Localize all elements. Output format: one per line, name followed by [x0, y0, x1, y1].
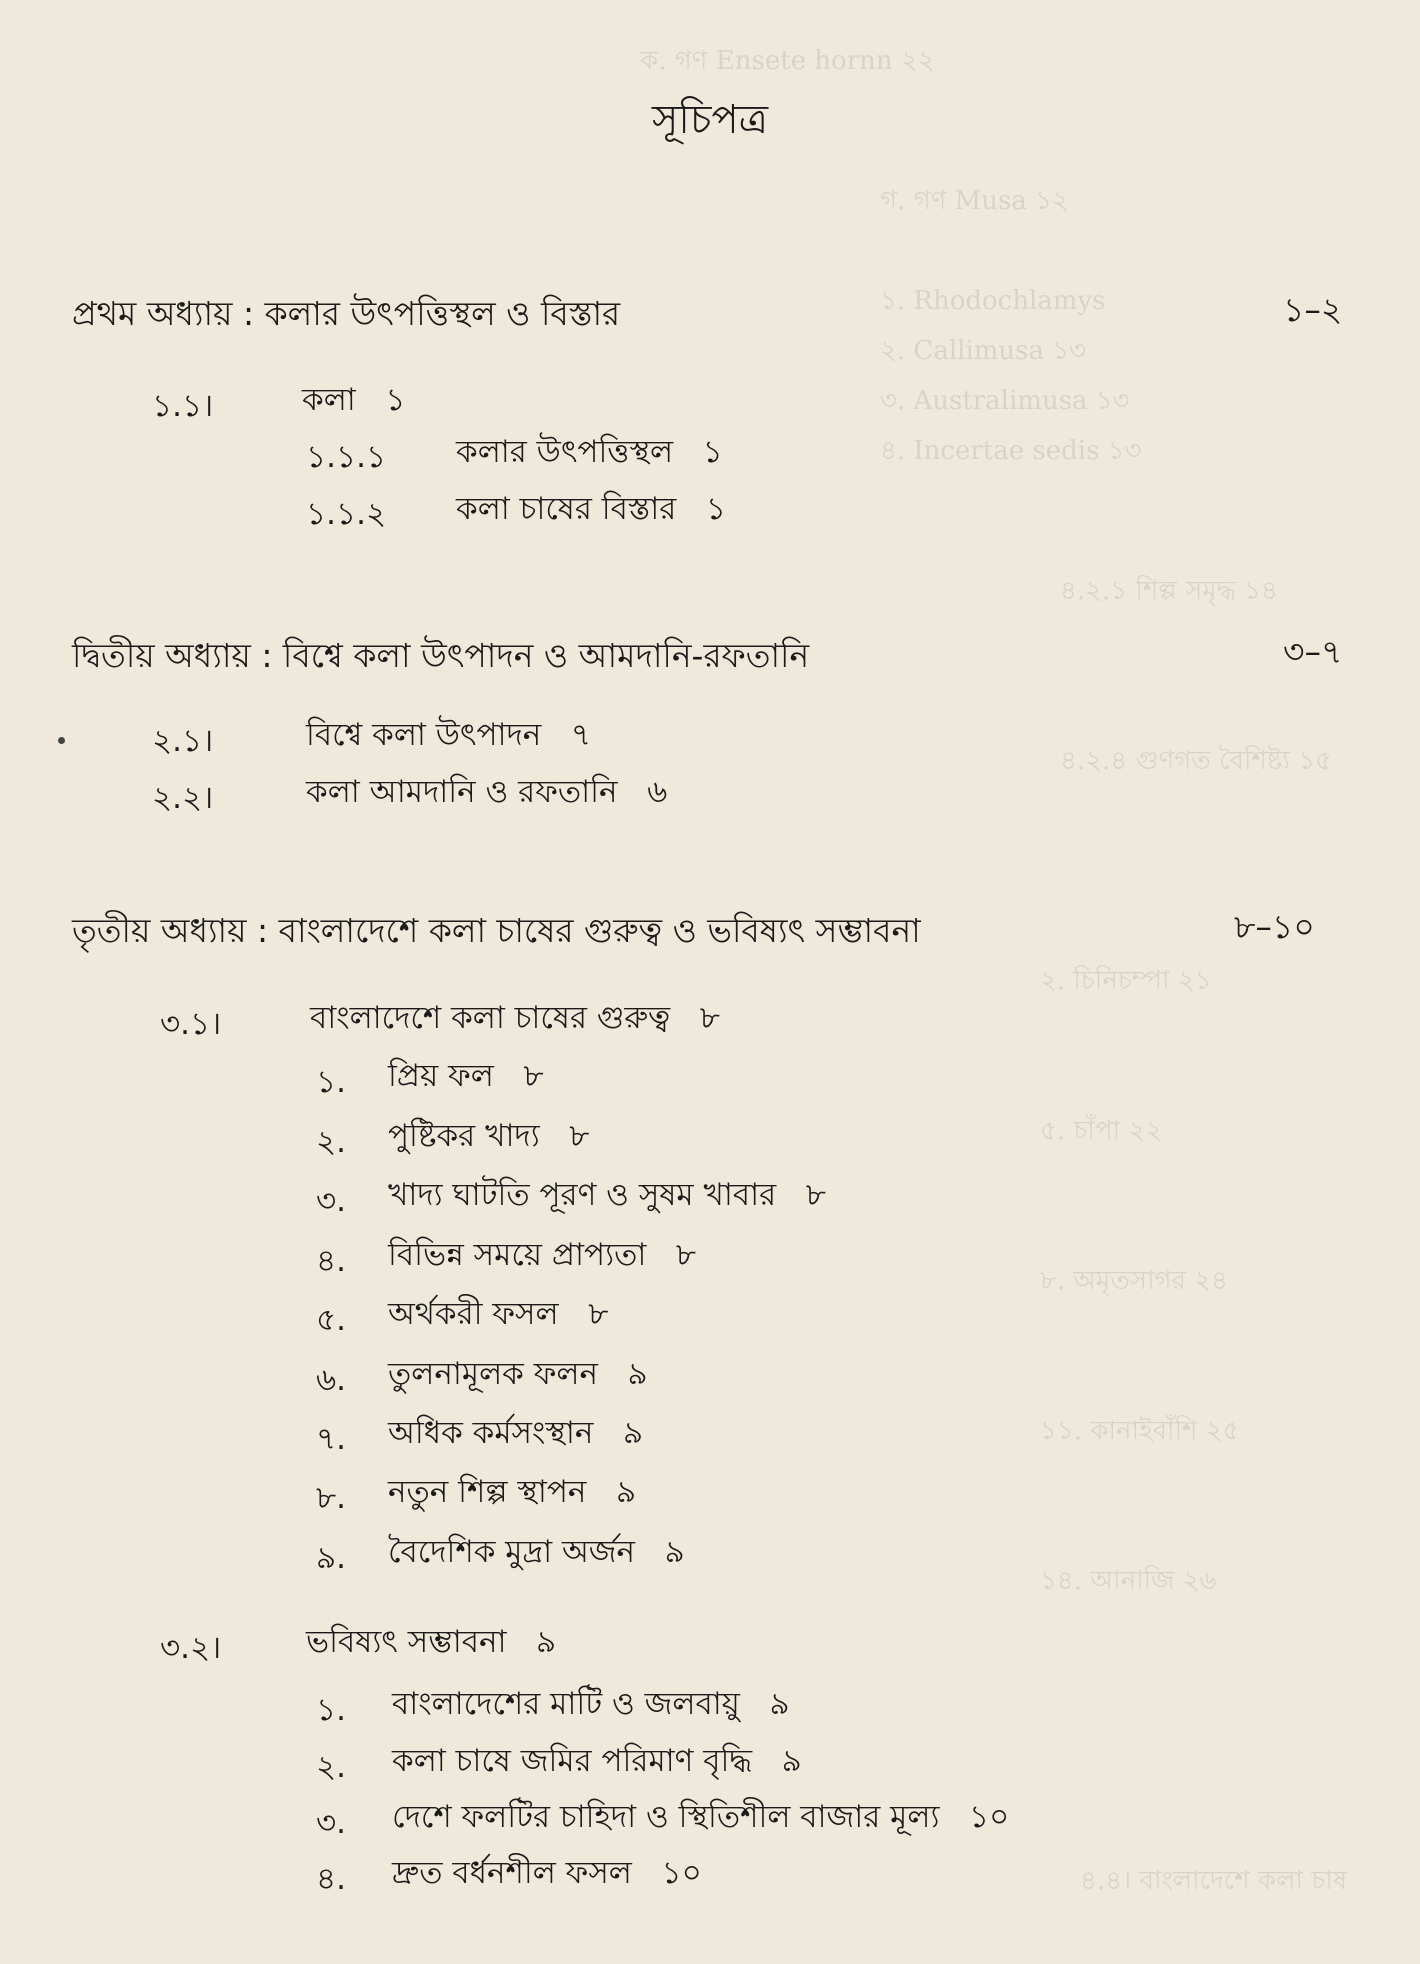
list-item-number: ৩. [316, 1183, 347, 1219]
list-item-page: ৮ [675, 1237, 697, 1273]
subsection-number: ১.১.১ [306, 439, 387, 475]
list-item-number: ৯. [316, 1540, 346, 1576]
list-item: বৈদেশিক মুদ্রা অর্জন ৯ [388, 1534, 685, 1570]
ink-speck [58, 737, 65, 744]
list-item-number: ১. [316, 1692, 346, 1728]
list-item-number: ৬. [316, 1362, 347, 1398]
bleed-through-text: ৪.২.১ শিল্প সমৃদ্ধ ১৪ [1060, 576, 1278, 606]
bleed-through-text: ২. Callimusa ১৩ [880, 336, 1087, 366]
bleed-through-text: ৫. চাঁপা ২২ [1040, 1116, 1163, 1146]
list-item: তুলনামূলক ফলন ৯ [388, 1356, 648, 1392]
list-item-number: ২. [316, 1124, 347, 1160]
section-page: ৬ [647, 774, 668, 810]
subsection-number: ১.১.২ [306, 496, 387, 532]
list-item-page: ৮ [805, 1177, 826, 1213]
section-number: ২.১। [152, 723, 214, 759]
list-item-page: ৮ [588, 1296, 609, 1332]
list-item-number: ৩. [316, 1805, 347, 1841]
list-item-page: ৯ [769, 1686, 790, 1722]
list-item-number: ৭. [316, 1421, 347, 1457]
section-page: ৯ [536, 1624, 557, 1660]
section-number: ২.২। [152, 780, 214, 816]
section-label: ভবিষ্যৎ সম্ভাবনা ৯ [306, 1624, 557, 1660]
list-item: দেশে ফলটির চাহিদা ও স্থিতিশীল বাজার মূল্য ১০ [392, 1799, 1010, 1835]
page-title: সূচিপত্র [652, 97, 768, 143]
list-item-number: ১. [316, 1064, 346, 1100]
subsection-label: কলা চাষের বিস্তার ১ [456, 491, 726, 527]
list-item: কলা চাষে জমির পরিমাণ বৃদ্ধি ৯ [392, 1743, 802, 1779]
list-item-number: ২. [316, 1749, 347, 1785]
chapter-1-page-range: ১–২ [1283, 290, 1343, 329]
section-label: বাংলাদেশে কলা চাষের গুরুত্ব ৮ [310, 1000, 720, 1036]
section-label: কলা আমদানি ও রফতানি ৬ [306, 774, 668, 810]
list-item-page: ৯ [615, 1474, 637, 1510]
subsection-page: ১ [705, 491, 726, 527]
list-item-number: ৪. [316, 1243, 346, 1279]
list-item: নতুন শিল্প স্থাপন ৯ [388, 1474, 637, 1510]
list-item: বাংলাদেশের মাটি ও জলবায়ু ৯ [392, 1686, 790, 1722]
section-number: ১.১। [152, 388, 214, 424]
list-item: খাদ্য ঘাটতি পূরণ ও সুষম খাবার ৮ [388, 1177, 826, 1213]
bleed-through-text: ১১. কানাইবাঁশি ২৫ [1040, 1416, 1240, 1446]
list-item: অর্থকরী ফসল ৮ [388, 1296, 609, 1332]
bleed-through-text: ৪. Incertae sedis ১৩ [880, 436, 1142, 466]
list-item-page: ৯ [664, 1534, 685, 1570]
subsection-page: ১ [702, 434, 723, 470]
list-item: দ্রুত বর্ধনশীল ফসল ১০ [392, 1855, 702, 1891]
list-item-page: ১০ [661, 1855, 702, 1891]
chapter-2-page-range: ৩–৭ [1283, 632, 1343, 671]
bleed-through-text: ৮. অমৃতসাগর ২৪ [1040, 1266, 1228, 1296]
list-item-number: ৮. [316, 1480, 346, 1516]
section-number: ৩.২। [160, 1630, 222, 1666]
section-label: কলা ১ [302, 382, 406, 418]
list-item-page: ৯ [627, 1356, 648, 1392]
chapter-3-heading: তৃতীয় অধ্যায় : বাংলাদেশে কলা চাষের গুরুত্ব ও ভবিষ্যৎ সম্ভাবনা [72, 911, 921, 950]
chapter-2-heading: দ্বিতীয় অধ্যায় : বিশ্বে কলা উৎপাদন ও আমদানি-রফতানি [72, 636, 810, 675]
bleed-through-text: গ. গণ Musa ১২ [880, 186, 1069, 216]
section-label: বিশ্বে কলা উৎপাদন ৭ [306, 717, 592, 753]
bleed-through-text: ১৪. আনাজি ২৬ [1040, 1566, 1217, 1596]
section-page: ৭ [570, 717, 592, 753]
section-page: ৮ [699, 1000, 720, 1036]
list-item-number: ৫. [316, 1302, 346, 1338]
bleed-through-text: ২. চিনিচম্পা ২১ [1040, 966, 1212, 996]
bleed-through-text: ৪.৪। বাংলাদেশে কলা চাষ [1080, 1866, 1348, 1896]
section-page: ১ [385, 382, 406, 418]
list-item-number: ৪. [316, 1861, 346, 1897]
bleed-through-text: ১. Rhodochlamys [880, 286, 1106, 316]
bleed-through-text: ৩. Australimusa ১৩ [880, 386, 1130, 416]
list-item: বিভিন্ন সময়ে প্রাপ্যতা ৮ [388, 1237, 697, 1273]
list-item-page: ৯ [622, 1415, 644, 1451]
list-item: পুষ্টিকর খাদ্য ৮ [388, 1118, 590, 1154]
section-number: ৩.১। [160, 1006, 222, 1042]
list-item: অধিক কর্মসংস্থান ৯ [388, 1415, 644, 1451]
chapter-3-page-range: ৮–১০ [1234, 907, 1315, 946]
list-item-page: ৮ [523, 1058, 544, 1094]
chapter-1-heading: প্রথম অধ্যায় : কলার উৎপত্তিস্থল ও বিস্তার [72, 294, 621, 333]
list-item-page: ১০ [969, 1799, 1010, 1835]
list-item: প্রিয় ফল ৮ [388, 1058, 544, 1094]
bleed-through-text: ৪.২.৪ গুণগত বৈশিষ্ট্য ১৫ [1060, 746, 1332, 776]
bleed-through-text: ক. গণ Ensete hornn ২২ [640, 46, 935, 76]
list-item-page: ৯ [781, 1743, 802, 1779]
list-item-page: ৮ [569, 1118, 590, 1154]
subsection-label: কলার উৎপত্তিস্থল ১ [456, 434, 723, 470]
